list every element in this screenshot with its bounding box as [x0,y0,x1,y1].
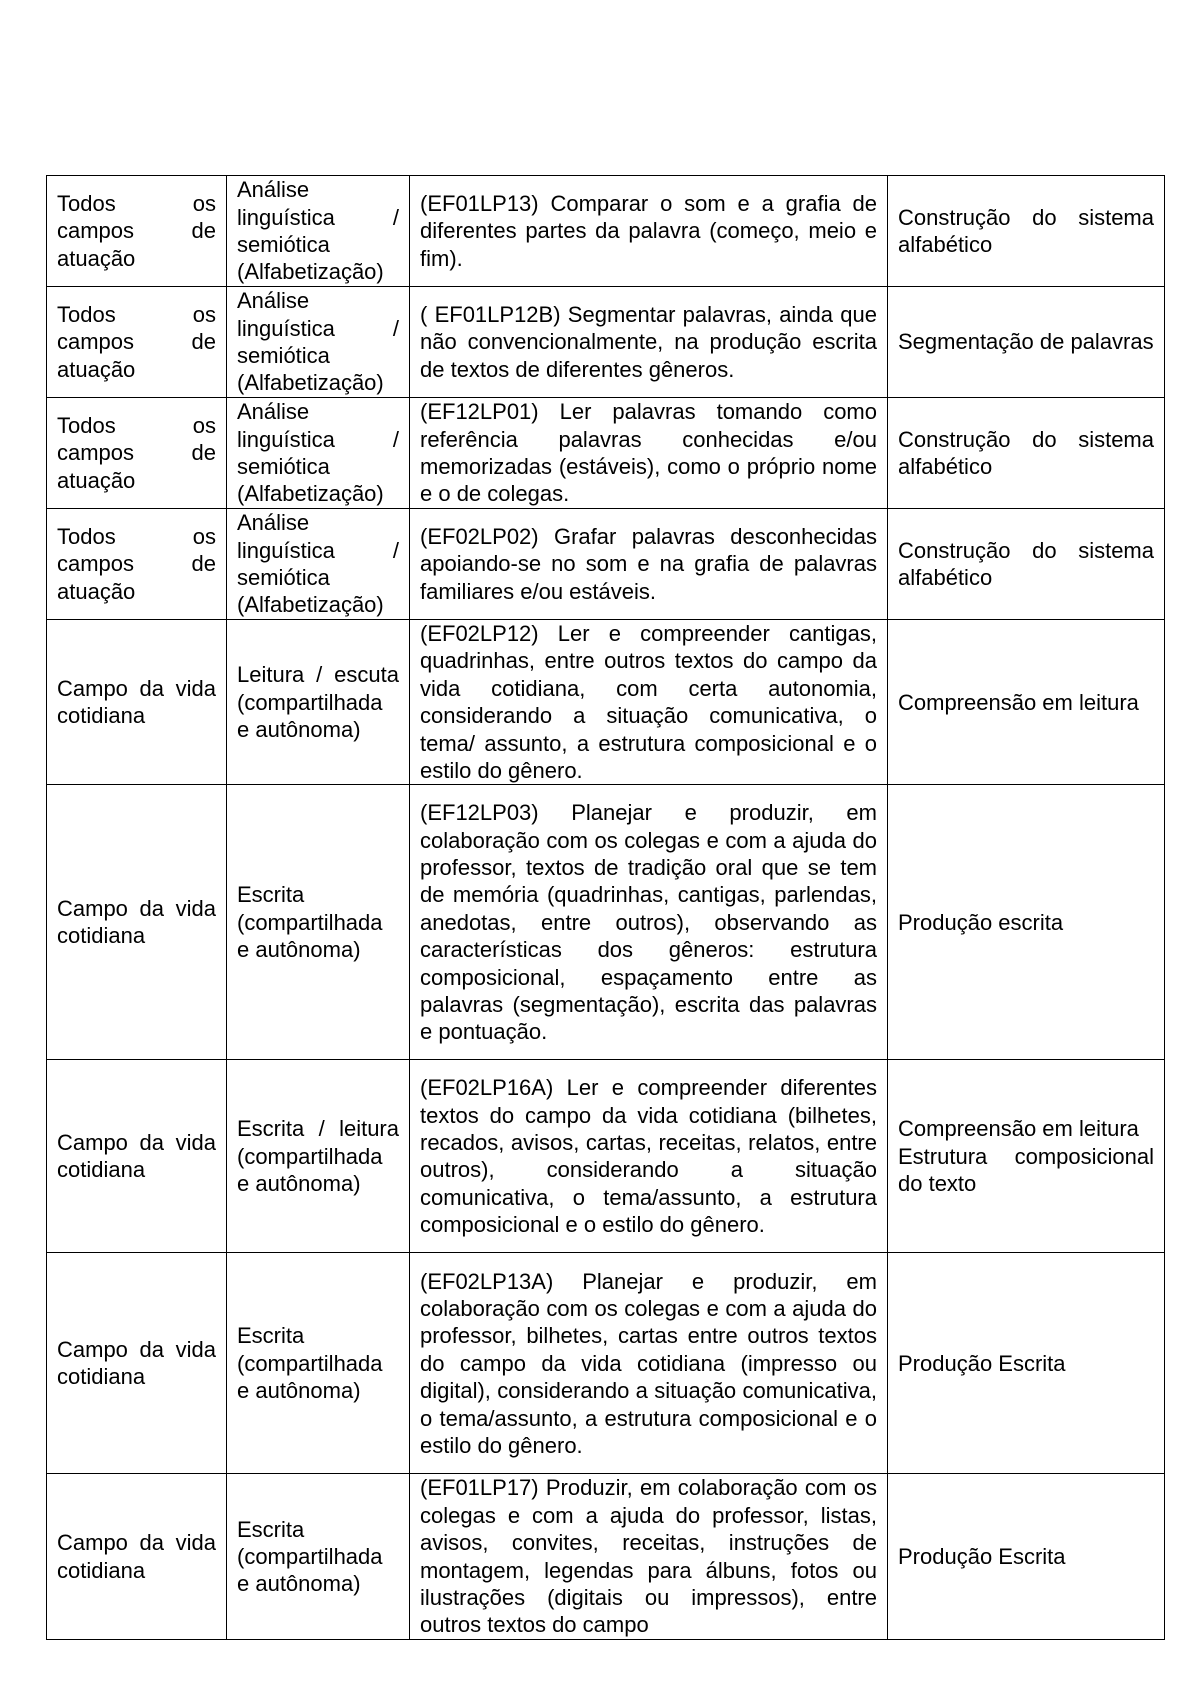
table-row [47,785,1165,1060]
habilidade-cell: ( EF01LP12B) Segmentar palavras, ainda que não convencionalmente, na produção escrita de textos de diferentes gêneros. [410,287,888,398]
habilidade-cell: (EF12LP03) Planejar e produzir, em colaboração com os colegas e com a ajuda do professor, textos de tradição oral que se tem de memória (quadrinhas, cantigas, parlendas, anedotas, entre outros), observando as características dos gêneros: estrutura composicional, espaçamento entre as palavras (segmentação), escrita das palavras e pontuação. [410,785,888,1060]
objeto-cell [888,1060,1165,1253]
objeto-line: Estrutura composicional do texto [898,1143,1154,1197]
table-row [47,1060,1165,1253]
habilidade-cell: (EF02LP13A) Planejar e produzir, em colaboração com os colegas e com a ajuda do professor, bilhetes, cartas entre outros textos do campo da vida cotidiana (impresso ou digital), considerando a situação comunicativa, o tema/assunto, a estrutura composicional e o estilo do gênero. [410,1253,888,1474]
pratica-cell: Análise linguística / semiótica (Alfabetização) [227,176,410,287]
table-row [47,620,1165,785]
pratica-cell: Escrita / leitura (compartilhada e autônoma) [227,1060,410,1253]
objeto-cell: Segmentação de palavras [888,287,1165,398]
habilidade-cell: (EF01LP17) Produzir, em colaboração com os colegas e com a ajuda do professor, listas, avisos, convites, receitas, instruções de montagem, legendas para álbuns, fotos ou ilustrações (digitais ou impressos), entre outros textos do campo [410,1474,888,1639]
campo-cell: Campo da vida cotidiana [47,1474,227,1639]
campo-cell: Campo da vida cotidiana [47,785,227,1060]
campo-cell: Todos os campos de atuação [47,287,227,398]
objeto-cell: Construção do sistema alfabético [888,176,1165,287]
habilidade-cell: (EF02LP02) Grafar palavras desconhecidas apoiando-se no som e na grafia de palavras familiares e/ou estáveis. [410,509,888,620]
pratica-cell: Análise linguística / semiótica (Alfabetização) [227,287,410,398]
objeto-line: Compreensão em leitura [898,1116,1139,1142]
objeto-cell: Construção do sistema alfabético [888,509,1165,620]
table-row [47,1474,1165,1639]
pratica-cell: Escrita (compartilhada e autônoma) [227,1474,410,1639]
pratica-cell: Análise linguística / semiótica (Alfabetização) [227,398,410,509]
objeto-cell: Construção do sistema alfabético [888,398,1165,509]
table-row [47,176,1165,287]
campo-cell: Todos os campos de atuação [47,398,227,509]
curriculum-table [46,175,1165,1640]
objeto-cell: Produção Escrita [888,1253,1165,1474]
campo-cell: Campo da vida cotidiana [47,1253,227,1474]
table-row [47,1253,1165,1474]
objeto-cell: Produção escrita [888,785,1165,1060]
pratica-cell: Escrita (compartilhada e autônoma) [227,785,410,1060]
pratica-cell: Leitura / escuta (compartilhada e autônoma) [227,620,410,785]
table-row [47,398,1165,509]
habilidade-cell: (EF02LP12) Ler e compreender cantigas, quadrinhas, entre outros textos do campo da vida cotidiana, com certa autonomia, considerando a situação comunicativa, o tema/ assunto, a estrutura composicional e o estilo do gênero. [410,620,888,785]
table-row [47,509,1165,620]
table-row [47,287,1165,398]
pratica-cell: Escrita (compartilhada e autônoma) [227,1253,410,1474]
campo-cell: Campo da vida cotidiana [47,620,227,785]
pratica-cell: Análise linguística / semiótica (Alfabetização) [227,509,410,620]
campo-cell: Todos os campos de atuação [47,176,227,287]
objeto-cell: Compreensão em leitura [888,620,1165,785]
campo-cell: Campo da vida cotidiana [47,1060,227,1253]
habilidade-cell: (EF02LP16A) Ler e compreender diferentes textos do campo da vida cotidiana (bilhetes, recados, avisos, cartas, receitas, relatos, entre outros), considerando a situação comunicativa, o tema/assunto, a estrutura composicional e o estilo do gênero. [410,1060,888,1253]
habilidade-cell: (EF01LP13) Comparar o som e a grafia de diferentes partes da palavra (começo, meio e fim). [410,176,888,287]
habilidade-cell: (EF12LP01) Ler palavras tomando como referência palavras conhecidas e/ou memorizadas (estáveis), como o próprio nome e o de colegas. [410,398,888,509]
campo-cell: Todos os campos de atuação [47,509,227,620]
objeto-cell: Produção Escrita [888,1474,1165,1639]
